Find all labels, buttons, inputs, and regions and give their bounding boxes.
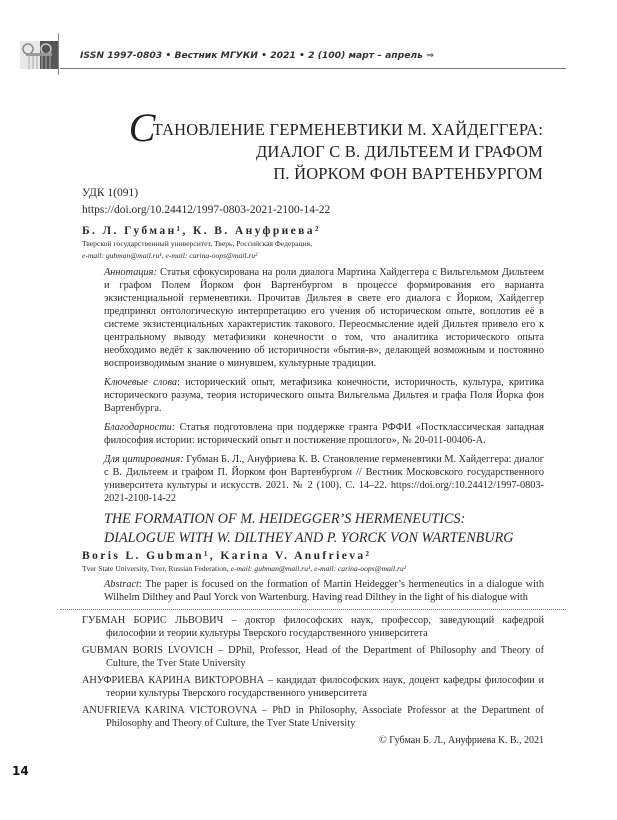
running-header <box>80 50 434 61</box>
column-capital-logo <box>20 41 58 69</box>
keywords-label: Ключевые слова <box>104 377 178 388</box>
bio-text: – PhD in Philosophy, Associate Professor at the Department of Philosophy and Theory of Culture, the Tver State University <box>106 705 544 729</box>
title-line: THE FORMATION OF M. HEIDEGGER’S HERMENEUTICS: <box>104 511 466 527</box>
journal-name: Вестник МГУКИ <box>174 50 258 61</box>
bio-entry <box>82 644 544 670</box>
article-title-ru <box>128 105 543 185</box>
drop-cap: С <box>128 105 156 150</box>
bio-entry <box>82 614 544 640</box>
citation <box>104 453 544 505</box>
issue: 2 (100) март – апрель <box>308 50 423 61</box>
year: 2021 <box>270 50 296 61</box>
title-line: DIALOGUE WITH W. DILTHEY AND P. YORCK VON WARTENBURG <box>104 530 514 546</box>
acknowledgements <box>104 421 544 447</box>
bio-text: – доктор философских наук, профессор, заведующий кафедрой философии и теории культуры Тверского государственного университета <box>106 615 544 639</box>
emails: e-mail: gubman@mail.ru¹, e-mail: carina-oops@mail.ru² <box>82 251 258 260</box>
bio-entry <box>82 674 544 700</box>
keywords-text: : исторический опыт, метафизика конечности, историчность, культура, критика исторического разума, теория исторического опыта Вильгельма Дильтея и графа Поля Йорка фон Вартенбурга. <box>104 377 544 414</box>
affiliation: Тверской государственный университет, Тверь, Российская Федерация, <box>82 239 313 248</box>
annotation-label: Аннотация: <box>104 267 157 278</box>
emails: e-mail: gubman@mail.ru¹, e-mail: carina-oops@mail.ru² <box>230 564 407 573</box>
arrow-right-icon: ⇒ <box>426 50 434 61</box>
authors-en: Boris L. Gubman¹, Karina V. Anufrieva² <box>82 550 372 562</box>
affiliation: Tver State University, Tver, Russian Federation, <box>82 564 231 573</box>
citation-label: Для цитирования: <box>104 454 184 465</box>
copyright: © Губман Б. Л., Ануфриева К. В., 2021 <box>379 735 544 746</box>
bio-text: – кандидат философских наук, доцент кафедры философии и теории культуры Тверского государственного университета <box>106 675 544 699</box>
header-divider-vertical <box>58 33 59 75</box>
title-line: П. ЙОРКОМ ФОН ВАРТЕНБУРГОМ <box>273 164 543 183</box>
abstract-label: Abstract <box>104 579 139 590</box>
abstract-text: : The paper is focused on the formation of Martin Heidegger’s hermeneutics in a dialogue with Wilhelm Dilthey and Paul Yorck von Wartenburg. Having read Dilthey in the light of his dialogue with <box>104 579 544 603</box>
affiliation-en <box>82 563 544 575</box>
bio-name: ГУБМАН БОРИС ЛЬВОВИЧ <box>82 615 224 626</box>
authors-ru: Б. Л. Губман¹, К. В. Ануфриева² <box>82 225 321 237</box>
issn: ISSN 1997-0803 <box>80 50 163 61</box>
thanks-text: Статья подготовлена при поддержке гранта РФФИ «Постклассическая западная философия истории: исторический опыт и постижение прошлого», № 20-011-00406-А. <box>104 422 544 446</box>
keywords <box>104 376 544 415</box>
udk: УДК 1(091) <box>82 187 139 199</box>
doi-link[interactable]: https://doi.org/10.24412/1997-0803-2021-2100-14-22 <box>82 204 331 216</box>
bio-name: АНУФРИЕВА КАРИНА ВИКТОРОВНА <box>82 675 265 686</box>
bio-name: GUBMAN BORIS LVOVICH <box>82 645 214 656</box>
annotation <box>104 266 544 370</box>
header-rule <box>60 68 566 69</box>
bio-entry <box>82 704 544 730</box>
bio-name: ANUFRIEVA KARINA VICTOROVNA <box>82 705 257 716</box>
abstract <box>104 578 544 604</box>
citation-text: Губман Б. Л., Ануфриева К. В. Становление герменевтики М. Хайдеггера: диалог с В. Дильтеем и графом П. Йорком фон Вартенбургом // Вестник Московского государственного университета культуры и искусств. 2021. № 2 (100). С. 14–22. https://doi.org/:10.24412/1997-0803-2021-2100-14-22 <box>104 454 544 504</box>
article-body <box>82 185 544 747</box>
article-title-en <box>104 510 544 548</box>
separator: • <box>261 50 268 61</box>
bio-text: – DPhil, Professor, Head of the Department of Philosophy and Theory of Culture, the Tver State University <box>106 645 544 669</box>
annotation-text: Статья сфокусирована на роли диалога Мартина Хайдеггера с Вильгельмом Дильтеем и графом Полем Йорком фон Вартенбургом в процессе формирования его варианта экзистенциальной герменевтики. Прочитав Дильтея в свете его диалога с Йорком, Хайдеггер предпринял онтологическую интерпретацию его учения об историческом опыте, воплотив её в системе экзистенциальных характеристик такового. Переосмысление идей Дильтея привело его к центральному выводу метафизики конечности о том, что аналитика исторического опыта необходимо ведёт к заключению об историчности «бытия-в», делающей возможным и постоянно воспроизводимым знание о минувшем, культурные традиции. <box>104 267 544 369</box>
separator: • <box>299 50 305 61</box>
separator: • <box>165 50 172 61</box>
udk-block <box>82 185 544 219</box>
title-line: ДИАЛОГ С В. ДИЛЬТЕЕМ И ГРАФОМ <box>255 142 543 161</box>
affiliation-ru <box>82 238 544 262</box>
page-number: 14 <box>12 764 29 778</box>
footnote-divider <box>60 609 566 610</box>
title-line: ТАНОВЛЕНИЕ ГЕРМЕНЕВТИКИ М. ХАЙДЕГГЕРА: <box>152 120 543 139</box>
thanks-label: Благодарности: <box>104 422 176 433</box>
